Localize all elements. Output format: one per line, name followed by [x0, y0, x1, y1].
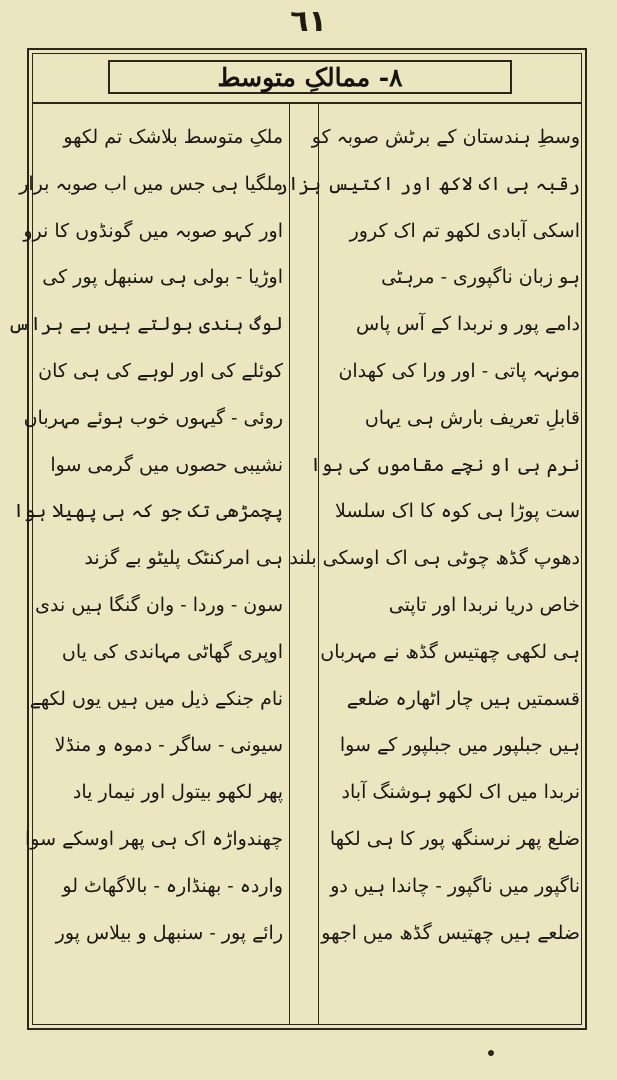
right-column-line: قسمتیں ہیں چار اٹھارہ ضلعے	[346, 687, 580, 710]
left-column	[7, 114, 283, 956]
right-column-line: ضلعے ہیں چھتیس گڈھ میں اجھو	[321, 921, 580, 944]
right-column-line: مونہہ پاتی - اور ورا کی کھدان	[338, 359, 580, 382]
ink-dot	[488, 1050, 494, 1056]
left-column-line: واردہ - بھنڈارہ - بالاگھاٹ لو	[62, 874, 283, 897]
right-column-line: ناگپور میں ناگپور - چاندا ہیں دو	[330, 874, 580, 897]
right-column-line: ہیں جبلپور میں جبلپور کے سوا	[339, 734, 580, 757]
left-column-line: پھر لکھو بیتول اور نیمار یاد	[72, 781, 283, 804]
right-column-line: ہی لکھی چھتیس گڈھ نے مہرباں	[320, 640, 580, 663]
left-column-line: روئی - گیہوں خوب ہوئے مہرباں	[23, 406, 283, 429]
right-column-line: دامے پور و نربدا کے آس پاس	[356, 313, 580, 336]
header-band	[33, 54, 581, 104]
right-column-line: قابلِ تعریف بارش ہی یہاں	[364, 406, 580, 429]
left-column-line: ملگیا ہی جس میں اب صوبہ برار	[19, 172, 283, 195]
right-column	[276, 114, 580, 956]
right-column-line: ضلع پھر نرسنگھ پور کا ہی لکھا	[329, 827, 580, 850]
right-column-line: نربدا میں اک لکھو ہوشنگ آباد	[341, 781, 580, 804]
right-column-line: خاص دریا نربدا اور تاپتی	[388, 593, 580, 616]
title-box	[108, 60, 512, 94]
page-number: ٦١	[290, 4, 327, 39]
right-column-line: دھوپ گڈھ چوٹی ہی اک اوسکی بلند	[289, 547, 580, 570]
left-column-line: لوگ ہندی بولتے ہیں بے ہراس	[7, 313, 283, 336]
chapter-title: ٨- ممالکِ متوسط	[217, 62, 403, 92]
left-column-line: ہی امرکنٹک پلیٹو بے گزند	[84, 547, 283, 570]
right-column-line: وسطِ ہندستان کے برٹش صوبہ کو	[311, 126, 580, 148]
left-column-line: پچمڑھی تک جو کہ ہی پھیلا ہوا	[12, 500, 283, 523]
right-column-line: رقبہ ہی اک لاکھ اور اکتیس ہزار	[276, 172, 580, 195]
left-column-line: کوئلے کی اور لوہے کی ہی کان	[38, 359, 283, 382]
left-column-line: نام جنکے ذیل میں ہیں یوں لکھے	[29, 687, 283, 710]
left-column-line: سون - وردا - وان گنگا ہیں ندی	[35, 593, 283, 616]
inner-border	[7, 53, 582, 1025]
left-column-line: نشیبی حصوں میں گرمی سوا	[50, 453, 283, 476]
right-column-line: ہو زبان ناگپوری - مرہٹی	[381, 266, 580, 289]
right-column-line: اسکی آبادی لکھو تم اک کرور	[349, 219, 580, 242]
left-column-line: ملکِ متوسط بلاشک تم لکھو	[63, 126, 283, 148]
left-column-line: اور کہو صوبہ میں گونڈوں کا نرو	[23, 219, 283, 242]
left-column-line: سیونی - ساگر - دموہ و منڈلا	[54, 734, 283, 757]
right-column-line: نرم ہی او نچے مقاموں کی ہوا	[309, 453, 580, 476]
left-column-line: اوپری گھاٹی مہاندی کی یاں	[61, 640, 283, 663]
left-column-line: اوڑیا - بولی ہی سنبھل پور کی	[42, 266, 283, 289]
right-column-line: ست پوڑا ہی کوہ کا اک سلسلا	[335, 500, 580, 523]
left-column-line: رائے پور - سنبھل و بیلاس پور	[55, 921, 283, 944]
page-frame	[7, 48, 587, 1030]
left-column-line: چھندواڑہ اک ہی پھر اوسکے سوا	[25, 827, 283, 850]
